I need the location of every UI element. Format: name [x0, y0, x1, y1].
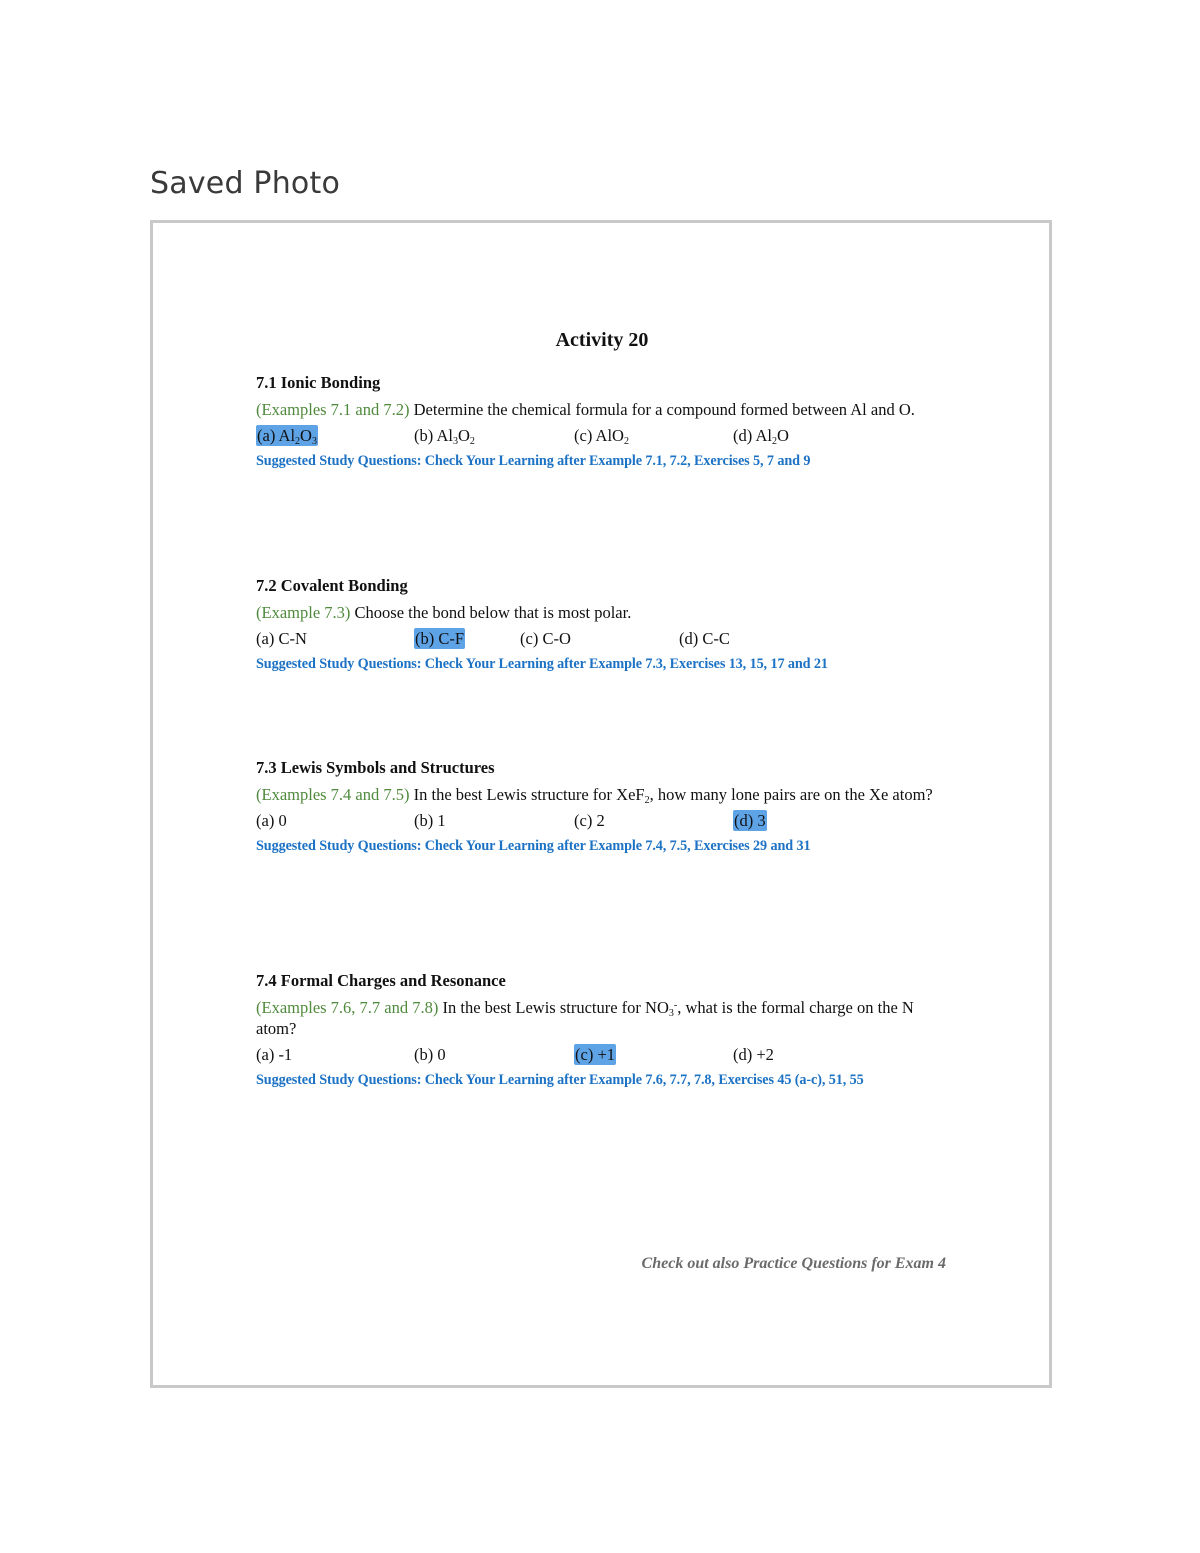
suggested-study-questions: Suggested Study Questions: Check Your Learning after Example 7.6, 7.7, 7.8, Exercises 45 (a-c), 51, 55 [256, 1072, 864, 1088]
section-lewis-symbols [256, 758, 956, 855]
choice-a[interactable]: (a) 0 [256, 811, 287, 830]
choice-b[interactable]: (b) $Al_3O_2$ [414, 426, 475, 447]
choice-a[interactable]: (a) C-N [256, 629, 307, 648]
choice-d[interactable]: (d) C-C [679, 629, 730, 648]
choice-c[interactable]: (c) AlO$_2$ [574, 426, 629, 447]
choice-c[interactable]: (c) C-O [520, 629, 571, 648]
section-ionic-bonding [256, 373, 956, 470]
suggested-study-questions: Suggested Study Questions: Check Your Learning after Example 7.4, 7.5, Exercises 29 and 31 [256, 838, 811, 854]
choice-b[interactable]: (b) 0 [414, 1045, 446, 1064]
answer-choices [256, 810, 956, 832]
answer-choices [256, 1044, 956, 1066]
choice-c[interactable]: (c) 2 [574, 811, 605, 830]
choice-a[interactable]: (a) -1 [256, 1045, 293, 1064]
suggested-study-questions: Suggested Study Questions: Check Your Learning after Example 7.1, 7.2, Exercises 5, 7 and 9 [256, 453, 811, 469]
choice-b[interactable]: (b) C-F [415, 629, 465, 648]
question-body: In the best Lewis structure for $NO_3^-$, what is the formal charge on the N atom? [256, 998, 914, 1038]
example-reference: (Examples 7.6, 7.7 and 7.8) [256, 998, 439, 1017]
section-heading: 7.3 Lewis Symbols and Structures [256, 758, 495, 777]
question-text [256, 997, 956, 1039]
question-text [256, 602, 956, 623]
section-heading: 7.4 Formal Charges and Resonance [256, 971, 506, 990]
suggested-study-questions: Suggested Study Questions: Check Your Learning after Example 7.3, Exercises 13, 15, 17 and 21 [256, 656, 828, 672]
section-heading: 7.1 Ionic Bonding [256, 373, 381, 392]
choice-d[interactable]: (d) +2 [733, 1045, 774, 1064]
footer-note: Check out also Practice Questions for Exam 4 [641, 1255, 946, 1272]
document-title: Activity 20 [555, 329, 649, 351]
section-covalent-bonding [256, 576, 956, 673]
question-text [256, 784, 956, 805]
section-heading: 7.2 Covalent Bonding [256, 576, 408, 595]
choice-c[interactable]: (c) +1 [575, 1045, 615, 1064]
question-text [256, 399, 956, 420]
page-title: Saved Photo [150, 166, 340, 201]
choice-a[interactable]: (a) $Al_2O_3$ [257, 426, 317, 447]
choice-b[interactable]: (b) 1 [414, 811, 446, 830]
example-reference: (Examples 7.1 and 7.2) [256, 400, 410, 419]
section-formal-charges [256, 971, 956, 1089]
answer-choices [256, 628, 956, 650]
choice-d[interactable]: (d) 3 [734, 811, 766, 830]
choice-d[interactable]: (d) $Al_2O$ [733, 426, 789, 447]
example-reference: (Example 7.3) [256, 603, 351, 622]
example-reference: (Examples 7.4 and 7.5) [256, 785, 410, 804]
question-body: In the best Lewis structure for XeF$_2$, how many lone pairs are on the Xe atom? [413, 785, 933, 806]
question-body: Choose the bond below that is most polar. [354, 603, 632, 622]
saved-photo-frame [150, 220, 1052, 1388]
answer-choices [256, 425, 956, 447]
question-body: Determine the chemical formula for a compound formed between Al and O. [413, 400, 915, 419]
